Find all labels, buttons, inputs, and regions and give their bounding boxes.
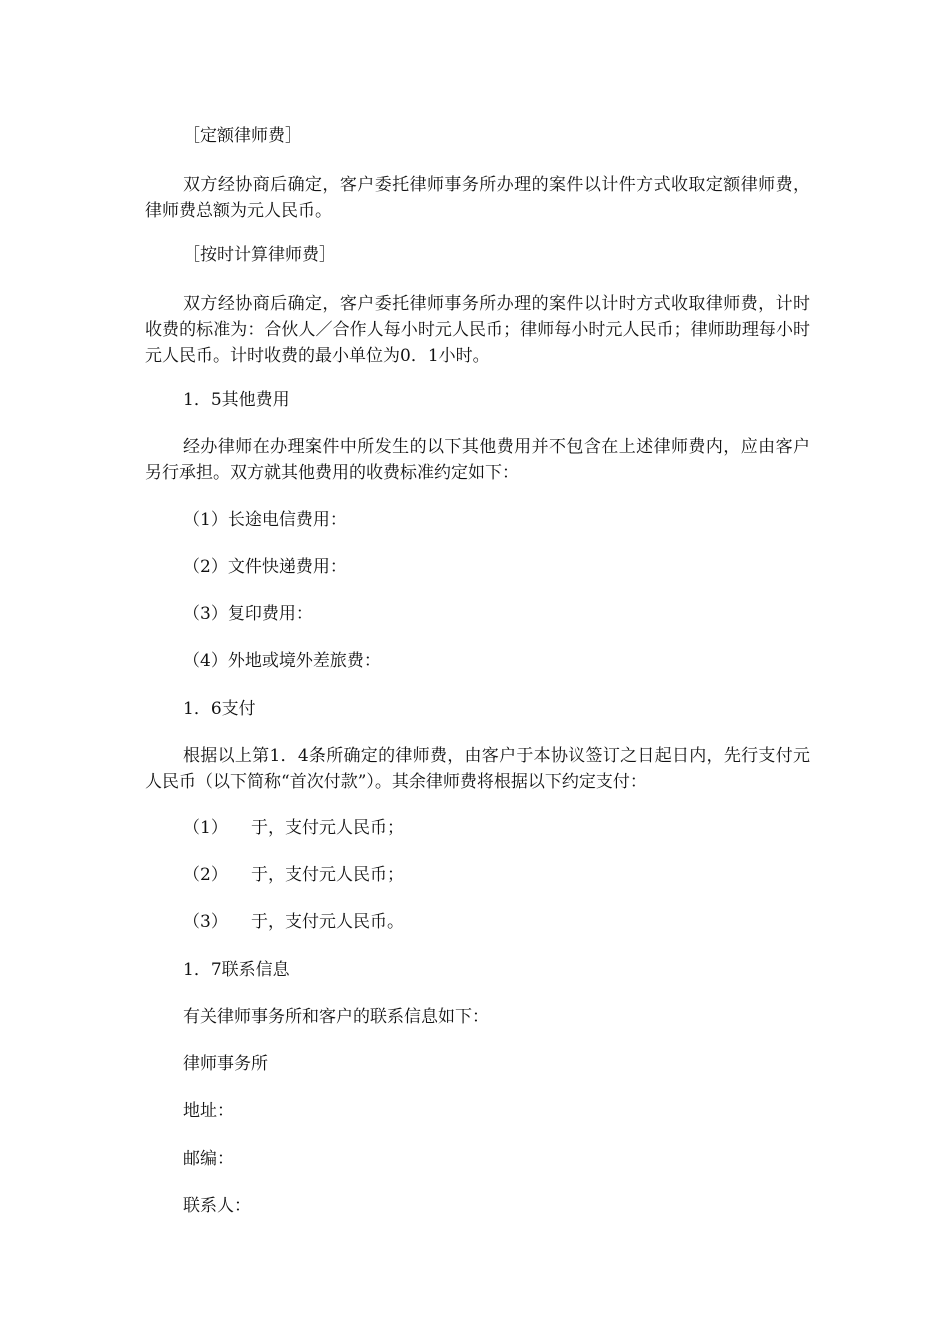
payment-paragraph: 根据以上第1．4条所确定的律师费，由客户于本协议签订之日起日内，先行支付元人民币（以下简称“首次付款”）。其余律师费将根据以下约定支付： [145, 746, 810, 792]
other-fees-item-4: （4）外地或境外差旅费： [183, 651, 381, 671]
other-fees-heading: 1．5其他费用 [183, 390, 290, 410]
contact-postcode-label: 邮编： [183, 1149, 234, 1169]
payment-item-3 [183, 910, 404, 934]
payment-item-text: 于，支付元人民币； [251, 818, 404, 838]
hourly-fee-title: ［按时计算律师费］ [183, 245, 336, 265]
fixed-fee-paragraph: 双方经协商后确定，客户委托律师事务所办理的案件以计件方式收取定额律师费，律师费总额为元人民币。 [145, 175, 810, 221]
hourly-fee-paragraph: 双方经协商后确定，客户委托律师事务所办理的案件以计时方式收取律师费，计时收费的标准为：合伙人／合作人每小时元人民币；律师每小时元人民币；律师助理每小时元人民币。计时收费的最小单位为0．1小时。 [145, 294, 810, 366]
payment-heading: 1．6支付 [183, 699, 256, 719]
fixed-fee-title: ［定额律师费］ [183, 126, 302, 146]
contact-heading: 1．7联系信息 [183, 960, 290, 980]
other-fees-item-3: （3）复印费用： [183, 604, 313, 624]
other-fees-item-1: （1）长途电信费用： [183, 510, 347, 530]
other-fees-item-2: （2）文件快递费用： [183, 557, 347, 577]
contact-intro: 有关律师事务所和客户的联系信息如下： [183, 1007, 489, 1027]
other-fees-paragraph: 经办律师在办理案件中所发生的以下其他费用并不包含在上述律师费内，应由客户另行承担。双方就其他费用的收费标准约定如下： [145, 437, 810, 483]
contact-person-label: 联系人： [183, 1196, 251, 1216]
contact-address-label: 地址： [183, 1101, 234, 1121]
payment-item-number: （2） [183, 865, 228, 885]
payment-item-number: （3） [183, 912, 228, 932]
payment-item-text: 于，支付元人民币。 [251, 912, 404, 932]
payment-item-1 [183, 816, 404, 840]
payment-item-number: （1） [183, 818, 228, 838]
payment-item-text: 于，支付元人民币； [251, 865, 404, 885]
contact-firm-label: 律师事务所 [183, 1054, 268, 1074]
payment-item-2 [183, 863, 404, 887]
